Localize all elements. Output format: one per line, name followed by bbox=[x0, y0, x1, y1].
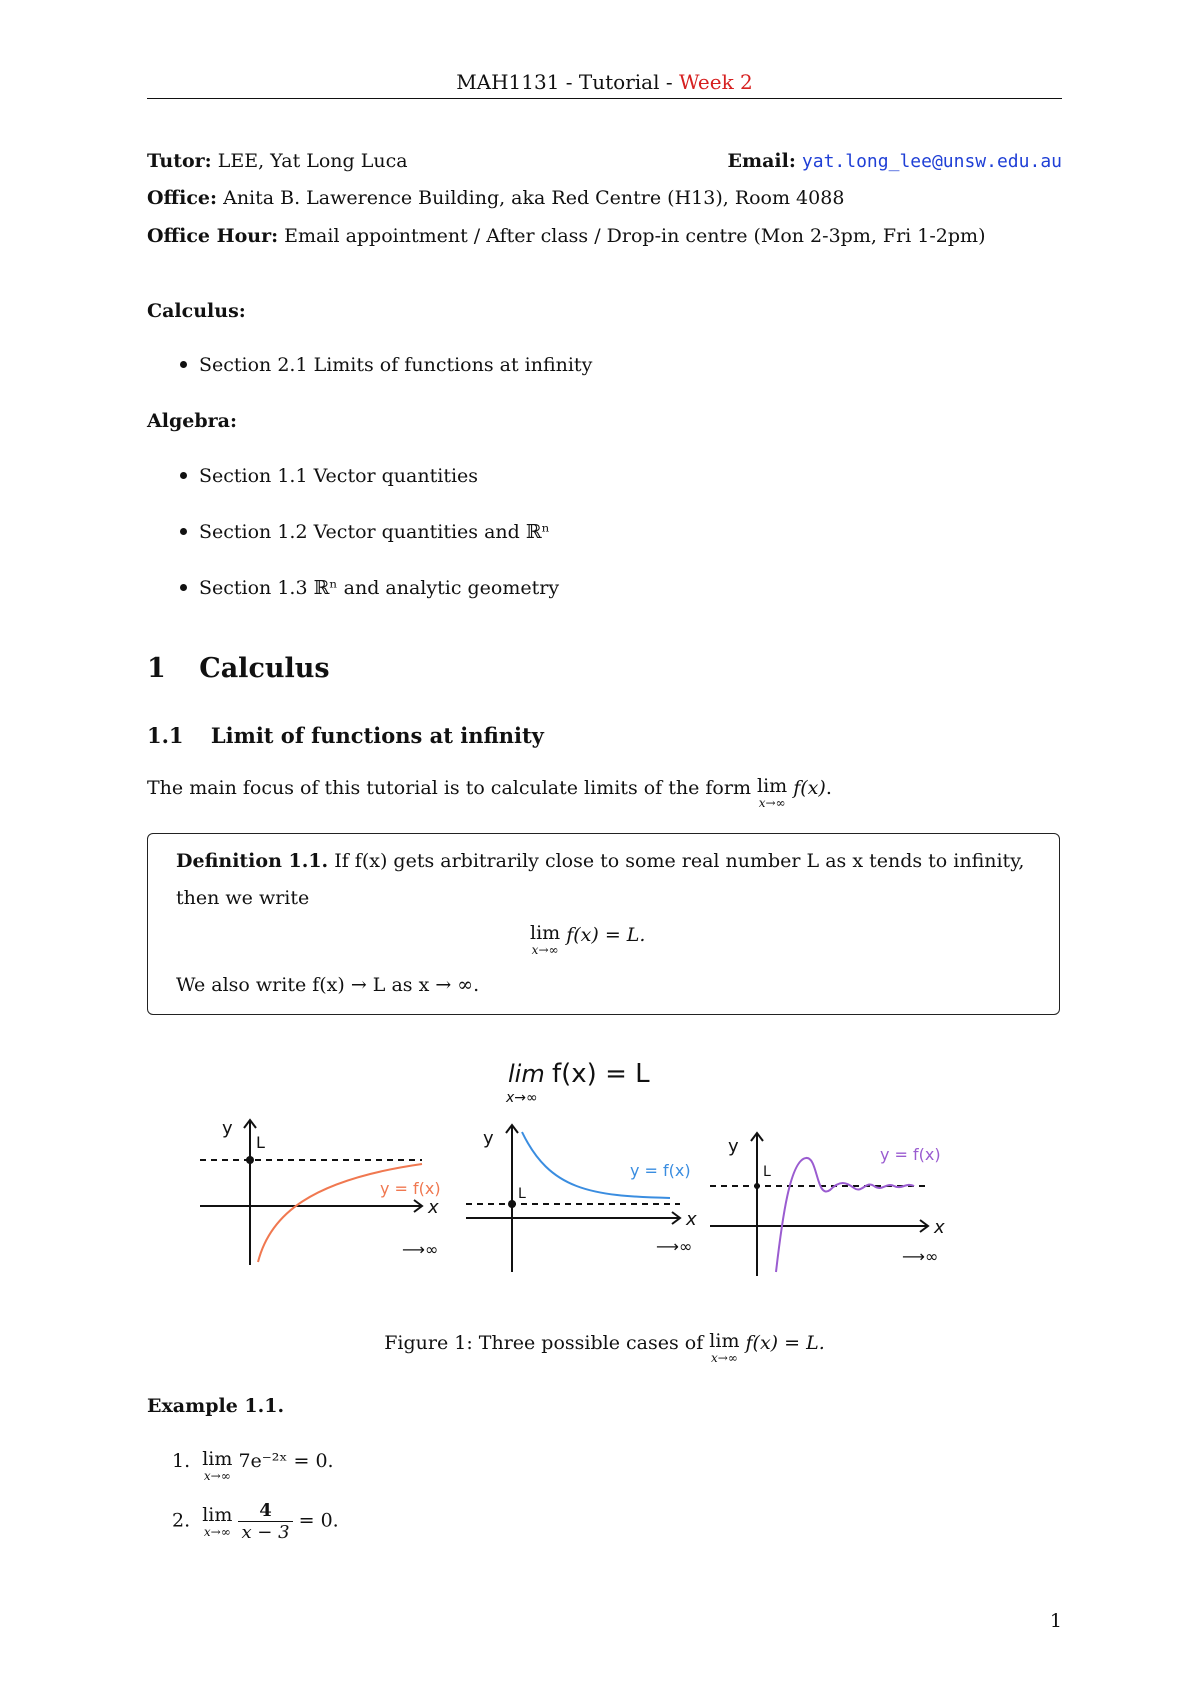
email-link[interactable]: yat.long_lee@unsw.edu.au bbox=[801, 151, 1062, 172]
algebra-heading: Algebra: bbox=[147, 410, 237, 432]
definition-line-3: We also write f(x) → L as x → ∞. bbox=[176, 974, 480, 996]
panel-1 bbox=[200, 1118, 441, 1265]
definition-line-1 bbox=[176, 850, 1036, 872]
panel-2-fx-label: y = f(x) bbox=[630, 1161, 691, 1180]
panel-3-curve bbox=[776, 1158, 914, 1272]
intro-text: The main focus of this tutorial is to calculate limits of the form bbox=[147, 777, 751, 799]
section-number: 1 bbox=[147, 653, 166, 684]
tutor-value: LEE, Yat Long Luca bbox=[217, 150, 408, 172]
list-item bbox=[180, 465, 478, 487]
example-item-2-rest: = 0. bbox=[298, 1509, 339, 1532]
lim-expression bbox=[202, 1450, 232, 1482]
fraction-denominator: x − 3 bbox=[241, 1522, 290, 1543]
panel-2-x-label: x bbox=[686, 1209, 697, 1230]
office-value: Anita B. Lawerence Building, aka Red Centre (H13), Room 4088 bbox=[223, 187, 845, 209]
panel-3-infinity-arrow: ⟶∞ bbox=[902, 1247, 939, 1266]
header-week: Week 2 bbox=[678, 70, 753, 94]
office-hour-value: Email appointment / After class / Drop-in centre (Mon 2-3pm, Fri 1-2pm) bbox=[284, 225, 986, 247]
lim-sub: x→∞ bbox=[710, 1351, 738, 1365]
definition-label: Definition 1.1. bbox=[176, 850, 329, 872]
bullet-icon bbox=[180, 528, 187, 535]
lim-word: lim bbox=[709, 1330, 740, 1352]
list-item-label: Section 2.1 Limits of functions at infinity bbox=[199, 354, 593, 376]
list-item bbox=[180, 521, 550, 543]
panel-3-L-label: L bbox=[763, 1164, 771, 1180]
subsection-number: 1.1 bbox=[147, 723, 184, 748]
list-item bbox=[180, 577, 559, 599]
panel-1-x-label: x bbox=[428, 1197, 439, 1218]
panel-1-infinity-arrow: ⟶∞ bbox=[402, 1240, 439, 1259]
office-line bbox=[147, 187, 844, 209]
calculus-heading: Calculus: bbox=[147, 300, 246, 322]
caption-text: Figure 1: Three possible cases of bbox=[384, 1332, 704, 1354]
list-item-label: Section 1.3 ℝⁿ and analytic geometry bbox=[199, 577, 560, 599]
section-title: Calculus bbox=[199, 653, 330, 684]
caption-rest: f(x) = L. bbox=[745, 1332, 825, 1354]
example-item-1: 1. lim x→∞ 7e⁻²ˣ = 0. bbox=[172, 1448, 334, 1483]
bullet-icon bbox=[180, 472, 187, 479]
panel-1-y-label: y bbox=[222, 1118, 233, 1139]
bullet-icon bbox=[180, 584, 187, 591]
email-label: Email: bbox=[727, 150, 796, 172]
panel-2-L-label: L bbox=[518, 1186, 526, 1202]
lim-word: lim bbox=[530, 922, 561, 944]
office-hour-line bbox=[147, 225, 986, 247]
lim-expression bbox=[709, 1332, 739, 1364]
header-prefix: MAH1131 - Tutorial - bbox=[456, 70, 679, 94]
panel-3-y-label: y bbox=[728, 1136, 739, 1157]
panel-3-x-label: x bbox=[934, 1217, 945, 1238]
definition-line-2: then we write bbox=[176, 887, 310, 909]
list-item bbox=[180, 354, 592, 376]
panel-2-infinity-arrow: ⟶∞ bbox=[656, 1237, 693, 1256]
figure-caption bbox=[147, 1332, 1062, 1364]
email-line bbox=[728, 150, 1063, 172]
panel-2-y-label: y bbox=[483, 1128, 494, 1149]
definition-display-rest: f(x) = L. bbox=[566, 924, 646, 946]
lim-sub: x→∞ bbox=[203, 1524, 231, 1539]
panel-3-fx-label: y = f(x) bbox=[880, 1145, 941, 1164]
example-item-2: 2. lim x→∞ $\frac{4}{x - 3}$ = 0. bbox=[172, 1500, 339, 1543]
example-item-1-rest: 7e⁻²ˣ = 0. bbox=[238, 1450, 334, 1472]
panel-1-fx-label: y = f(x) bbox=[380, 1179, 441, 1198]
definition-display bbox=[530, 924, 645, 956]
lim-sub: x→∞ bbox=[203, 1469, 231, 1483]
lim-expression bbox=[202, 1503, 233, 1539]
subsection-heading bbox=[147, 723, 544, 748]
panel-3 bbox=[710, 1133, 945, 1276]
lim-expression bbox=[530, 924, 560, 956]
limits-figure bbox=[190, 1040, 980, 1290]
list-item-label: Section 1.2 Vector quantities and ℝⁿ bbox=[199, 521, 550, 543]
lim-word: lim bbox=[757, 775, 788, 797]
figure-title-rest: f(x) = L bbox=[552, 1059, 650, 1089]
lim-sub: x→∞ bbox=[758, 796, 786, 810]
running-header bbox=[147, 70, 1062, 94]
figure-title-lim: lim bbox=[508, 1060, 545, 1088]
header-rule bbox=[147, 98, 1062, 99]
lim-sub: x→∞ bbox=[531, 943, 559, 957]
fx-expression: f(x) bbox=[793, 777, 826, 799]
office-label: Office: bbox=[147, 187, 218, 209]
lim-word: lim bbox=[202, 1503, 233, 1526]
section-heading bbox=[147, 653, 330, 684]
intro-paragraph: The main focus of this tutorial is to calculate limits of the form lim x→∞ f(x). bbox=[147, 775, 832, 810]
tutor-line bbox=[147, 150, 408, 172]
bullet-icon bbox=[180, 361, 187, 368]
tutor-label: Tutor: bbox=[147, 150, 212, 172]
panel-2 bbox=[466, 1125, 697, 1272]
panel-3-L-point bbox=[754, 1183, 760, 1189]
definition-text-1: If f(x) gets arbitrarily close to some real number L as x tends to infinity, bbox=[334, 850, 1025, 872]
fraction-numerator: 4 bbox=[238, 1500, 292, 1522]
office-hour-label: Office Hour: bbox=[147, 225, 279, 247]
panel-1-L-point bbox=[246, 1156, 254, 1164]
fraction bbox=[238, 1500, 292, 1543]
figure-title-sub: x→∞ bbox=[506, 1090, 538, 1106]
lim-expression bbox=[757, 777, 787, 809]
panel-1-L-label: L bbox=[256, 1133, 265, 1152]
panel-2-L-point bbox=[508, 1200, 516, 1208]
page-number: 1 bbox=[1049, 1610, 1062, 1632]
example-label: Example 1.1. bbox=[147, 1395, 285, 1417]
subsection-title: Limit of functions at infinity bbox=[210, 723, 544, 748]
lim-word: lim bbox=[202, 1448, 233, 1470]
list-item-label: Section 1.1 Vector quantities bbox=[199, 465, 479, 487]
